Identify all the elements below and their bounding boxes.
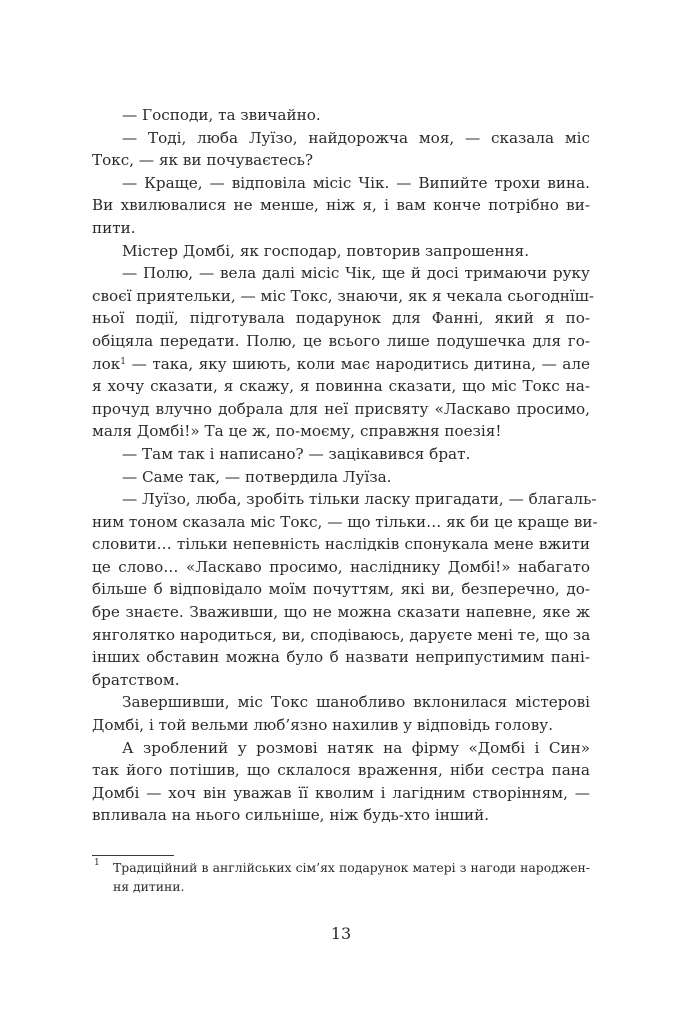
- text-line: — Там так і написано? — зацікавився брат.: [122, 444, 471, 463]
- text-line-segment: лок: [92, 354, 121, 373]
- text-line: так його потішив, що склалося враження, ніби сестра пана: [92, 761, 590, 780]
- footnote-line: ня дитини.: [113, 879, 185, 894]
- text-line: я хочу сказати, я скажу, я повинна сказати, що міс Токс на-: [92, 377, 590, 396]
- text-line: прочуд влучно добрала для неї присвяту «Ласкаво просимо,: [92, 399, 590, 418]
- text-line: обіцяла передати. Полю, це всього лише подушечка для го-: [92, 331, 590, 350]
- text-line: словити… тільки непевність наслідків спонукала мене вжити: [92, 535, 590, 554]
- text-line: ньої події, підготувала подарунок для Фанні, який я по-: [92, 309, 590, 328]
- text-line: братством.: [92, 670, 180, 689]
- text-line: Завершивши, міс Токс шанобливо вклонилася містерові: [122, 693, 590, 712]
- text-line: — Краще, — відповіла місіс Чік. — Випийте трохи вина.: [122, 173, 590, 192]
- text-line: ним тоном сказала міс Токс, — що тільки… як би це краще ви-: [92, 512, 598, 531]
- text-line: Містер Домбі, як господар, повторив запрошення.: [122, 241, 530, 260]
- text-line: це слово… «Ласкаво просимо, наслiднику Домбі!» набагато: [92, 557, 590, 576]
- text-line: Токс, — як ви почуваєтесь?: [92, 151, 314, 170]
- text-line: Домбі — хоч він уважав її кволим і лагідним створінням, —: [92, 783, 590, 802]
- text-line: Домбі, і той вельми люб’язно нахилив у відповідь голову.: [92, 716, 554, 735]
- page-body: [92, 104, 598, 827]
- text-line: інших обставин можна було б назвати неприпустимим пані-: [92, 648, 590, 667]
- footnote: [92, 858, 590, 896]
- footnote-reference[interactable]: 1: [120, 356, 127, 367]
- text-line: — Полю, — вела далі місіс Чік, ще й досі тримаючи руку: [122, 264, 590, 283]
- footnote-divider: [92, 855, 174, 856]
- text-line: Ви хвилювалися не менше, ніж я, і вам конче потрібно ви-: [92, 196, 590, 215]
- footnote-number: 1: [94, 858, 100, 868]
- text-line-segment: — така, яку шиють, коли має народитись дитина, — але: [126, 354, 590, 373]
- text-line: маля Домбі!» Та це ж, по-моєму, справжня поезія!: [92, 422, 502, 441]
- text-line: [92, 353, 590, 376]
- footnote-line: Традиційний в англійських сім’ях подарунок матері з нагоди народжен-: [113, 860, 590, 875]
- text-line: А зроблений у розмові натяк на фірму «Домбі і Син»: [122, 738, 590, 757]
- page-number: 13: [330, 924, 352, 943]
- text-line: впливала на нього сильніше, ніж будь-хто інший.: [92, 806, 490, 825]
- text-line: своєї приятельки, — міс Токс, знаючи, як я чекала сьогоднїш-: [92, 286, 594, 305]
- text-line: більше б відповідало моїм почуттям, які ви, безперечно, до-: [92, 580, 590, 599]
- text-line: янголятко народиться, ви, сподіваюсь, даруєте мені те, що за: [92, 625, 591, 644]
- text-line: бре знаєте. Зваживши, що не можна сказати напевне, яке ж: [92, 603, 590, 622]
- text-line: пити.: [92, 218, 136, 237]
- text-line: — Тоді, люба Луїзо, найдорожча моя, — сказала міс: [122, 128, 590, 147]
- text-line: — Господи, та звичайно.: [122, 106, 321, 124]
- text-line: — Саме так, — потвердила Луїза.: [122, 467, 392, 486]
- text-line: — Луїзо, люба, зробіть тільки ласку пригадати, — благаль-: [122, 490, 597, 509]
